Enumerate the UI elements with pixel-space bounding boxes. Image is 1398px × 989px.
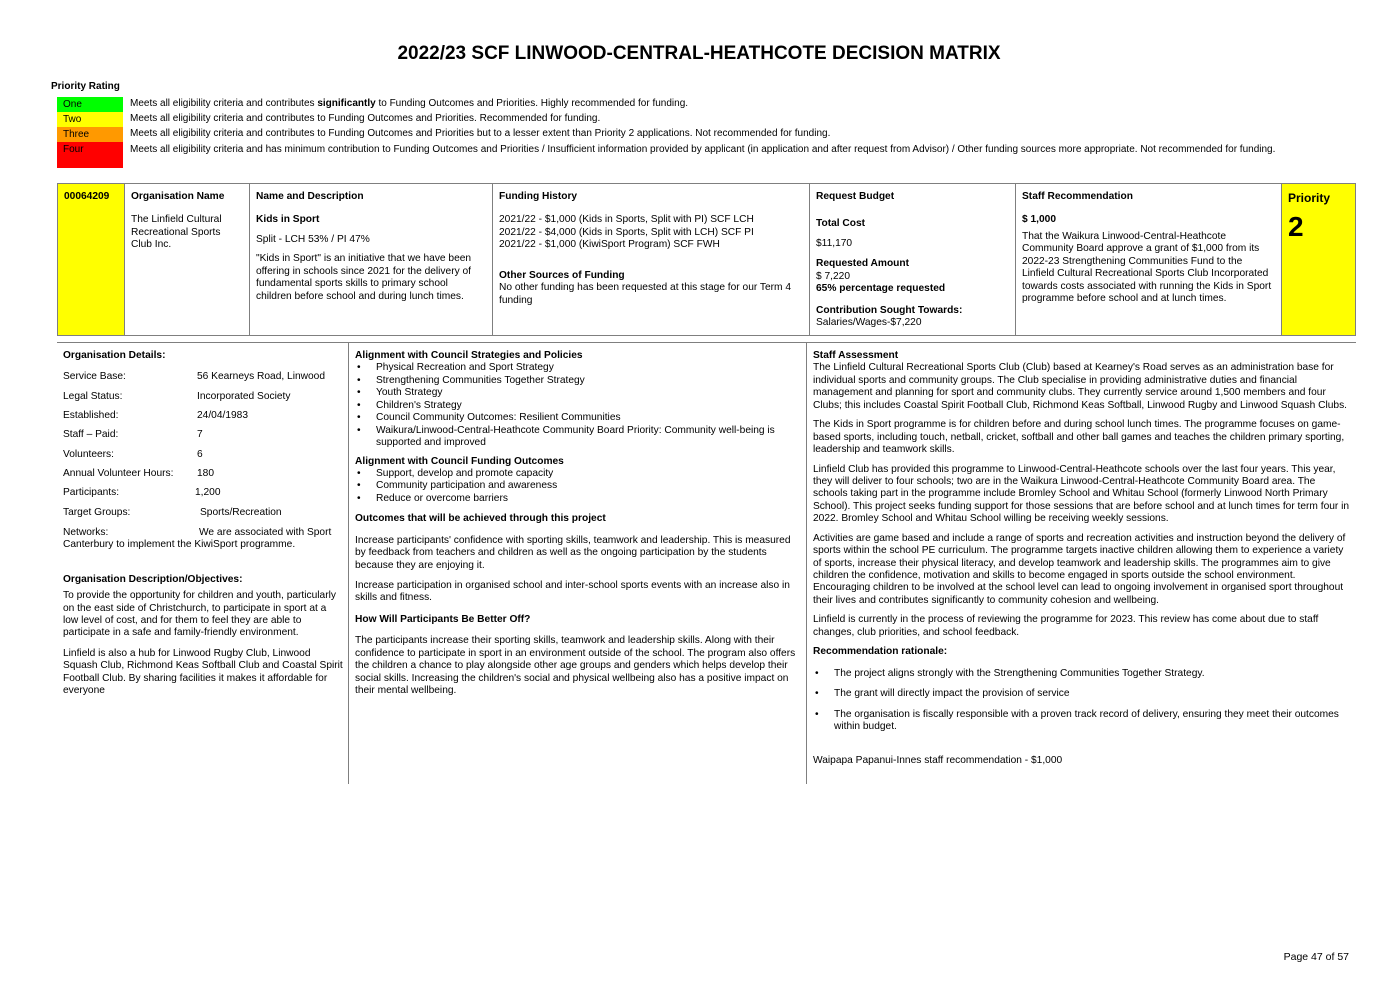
detail-label: Staff – Paid:: [63, 429, 119, 441]
list-item: • Children's Strategy: [355, 400, 800, 412]
application-summary-table: [57, 183, 1356, 336]
funding-history-header: Funding History: [499, 191, 578, 202]
detail-label: Volunteers:: [63, 448, 114, 460]
staff-recommendation-cell: [1016, 184, 1282, 335]
outcomes-paragraph: Increase participants' confidence with sporting skills, teamwork and leadership. This is measured by feedback from teachers and children as well as the ongoing participation by the students because they are enjoying it.: [355, 534, 791, 571]
priority-desc-two: Meets all eligibility criteria and contributes to Funding Outcomes and Priorities. Recommended for funding.: [130, 113, 601, 124]
page-number: Page 47 of 57: [1283, 951, 1349, 963]
detail-row: [63, 449, 343, 468]
page-title: 2022/23 SCF LINWOOD-CENTRAL-HEATHCOTE DECISION MATRIX: [397, 43, 1001, 64]
priority-value: 2: [1288, 210, 1304, 242]
detail-row: [63, 429, 343, 448]
list-item: • The organisation is fiscally responsible with a proven track record of delivery, ensuring they meet their outcomes within budget.: [813, 709, 1350, 734]
detail-value: Incorporated Society: [197, 390, 291, 402]
strategies-list: [355, 362, 800, 449]
staff-recommendation-amount: $ 1,000: [1022, 214, 1056, 226]
list-item: • Youth Strategy: [355, 387, 800, 399]
rationale-list: [813, 668, 1350, 734]
detail-label: Legal Status:: [63, 390, 123, 402]
priority-desc-four: Meets all eligibility criteria and has minimum contribution to Funding Outcomes and Priorities / Insufficient information provided by applicant (in application and after request from Advisor) / Other funding sources more appropriate. Not recommended for funding.: [130, 144, 1276, 155]
organisation-name-header: Organisation Name: [131, 191, 225, 202]
detail-label: Established:: [63, 410, 119, 422]
detail-row: [63, 371, 343, 390]
project-name: Kids in Sport: [256, 214, 320, 226]
list-item: • Physical Recreation and Sport Strategy: [355, 362, 800, 374]
detail-label: Participants:: [63, 487, 120, 499]
detail-value: Sports/Recreation: [200, 506, 282, 518]
priority-desc-one: [130, 98, 1320, 110]
strategies-header: Alignment with Council Strategies and Policies: [355, 350, 583, 361]
staff-recommendation-text: That the Waikura Linwood-Central-Heathcote Community Board approve a grant of $1,000 from its 2022-23 Strengthening Communities Fund to the Linfield Cultural Recreational Sports Club Incorporated towards costs associated with running the Kids in Sport programme before school and at lunch times.: [1022, 230, 1272, 305]
priority-swatch-two: Two: [57, 112, 123, 127]
requested-amount: $ 7,220: [816, 270, 850, 282]
networks-value: We are associated with Sport Canterbury to implement the KiwiSport programme.: [63, 526, 332, 551]
organisation-details-column: [63, 350, 343, 698]
detail-value: 6: [197, 448, 203, 460]
priority-header: Priority: [1288, 191, 1331, 205]
rationale-header: Recommendation rationale:: [813, 646, 948, 658]
list-item: • Strengthening Communities Together Strategy: [355, 375, 800, 387]
detail-row: [63, 391, 343, 410]
detail-value: 56 Kearneys Road, Linwood: [197, 371, 325, 383]
better-off-header: How Will Participants Be Better Off?: [355, 613, 531, 625]
total-cost-label: Total Cost: [816, 218, 866, 230]
list-item: • Support, develop and promote capacity: [355, 468, 800, 480]
priority-rating-label: Priority Rating: [51, 81, 120, 92]
contribution-value: Salaries/Wages-$7,220: [816, 317, 922, 329]
list-item: • Waikura/Linwood-Central-Heathcote Community Board Priority: Community well-being is supported and improved: [355, 425, 800, 450]
application-id-cell: [58, 184, 125, 335]
outcomes-paragraph: Increase participation in organised school and inter-school sports events with an increase also in skills and fitness.: [355, 580, 790, 604]
assessment-paragraph: Linfield Club has provided this programme to Linwood-Central-Heathcote schools over the last four years. This year, they will deliver to four schools; two are in the Waikura Linwood-Central-Heathcote Community Board area. The schools taking part in the programme include Bromley School and Whitau School (formerly Linwood North Primary School). This project seeks funding support for those sessions that are before school and at lunch times for term four in 2022. Bromley School and Whitau School willing be receiving weekly sessions.: [813, 463, 1350, 525]
detail-label: Target Groups:: [63, 506, 131, 518]
priority-desc-three: Meets all eligibility criteria and contributes to Funding Outcomes and Priorities but to a lesser extent than Priority 2 applications. Not recommended for funding.: [130, 128, 831, 139]
priority-desc-one-bold: significantly: [317, 98, 376, 109]
column-divider: [806, 342, 807, 784]
name-description-cell: [250, 184, 493, 335]
outcomes-header: Outcomes that will be achieved through this project: [355, 513, 606, 525]
other-board-recommendation: Waipapa Papanui-Innes staff recommendation - $1,000: [813, 755, 1063, 767]
detail-label: Annual Volunteer Hours:: [63, 467, 174, 479]
section-divider: [57, 342, 1356, 343]
other-sources-header: Other Sources of Funding: [499, 269, 625, 281]
staff-assessment-header: Staff Assessment: [813, 350, 899, 361]
assessment-paragraph: The Linfield Cultural Recreational Sports Club (Club) based at Kearney's Road serves as an administration base for individual sports and community groups. The Club specialise in providing administrative duties and financial management and planning for sport and community clubs. They currently service around 1,500 members and four Clubs; this includes Coastal Spirit Football Club, Richmond Keas Softball, Linwood Rugby and Linwood Squash Clubs.: [813, 362, 1348, 411]
staff-assessment-column: [813, 350, 1350, 768]
project-split: Split - LCH 53% / PI 47%: [256, 233, 370, 245]
organisation-details-header: Organisation Details:: [63, 350, 166, 361]
list-item: • Reduce or overcome barriers: [355, 493, 800, 505]
organisation-description-header: Organisation Description/Objectives:: [63, 573, 243, 585]
assessment-paragraph: The Kids in Sport programme is for children before and during school lunch times. The programme focuses on game-based sports, including touch, netball, cricket, softball and other ball games and teaches the children primary sporting, leadership and teamwork skills.: [813, 419, 1345, 456]
assessment-paragraph: Linfield is currently in the process of reviewing the programme for 2023. This review has come about due to staff changes, club priorities, and school feedback.: [813, 614, 1319, 638]
project-description: "Kids in Sport" is an initiative that we have been offering in schools since 2021 for the delivery of fundamental sports skills to primary school children before school and during lunch times.: [256, 253, 472, 302]
funding-history-cell: [493, 184, 810, 335]
networks-label: Networks:: [63, 526, 109, 538]
list-item: • The project aligns strongly with the Strengthening Communities Together Strategy.: [813, 668, 1350, 680]
other-sources: No other funding has been requested at this stage for our Term 4 funding: [499, 282, 792, 306]
requested-amount-label: Requested Amount: [816, 258, 910, 270]
detail-row: [63, 468, 343, 487]
detail-label: Service Base:: [63, 371, 126, 383]
detail-value: 7: [197, 429, 203, 441]
request-budget-header: Request Budget: [816, 191, 895, 202]
priority-desc-one-a: Meets all eligibility criteria and contributes: [130, 98, 318, 109]
detail-row: [63, 410, 343, 429]
list-item: • The grant will directly impact the provision of service: [813, 688, 1350, 700]
list-item: • Council Community Outcomes: Resilient Communities: [355, 412, 800, 424]
total-cost: $11,170: [816, 237, 853, 249]
detail-value: 180: [197, 467, 214, 479]
organisation-name-cell: [125, 184, 250, 335]
request-budget-cell: [810, 184, 1016, 335]
priority-cell: [1282, 184, 1355, 335]
priority-swatch-three: Three: [57, 127, 123, 142]
contribution-label: Contribution Sought Towards:: [816, 304, 963, 316]
priority-swatch-four: Four: [57, 142, 123, 168]
detail-row: [63, 507, 343, 526]
better-off-paragraph: The participants increase their sporting skills, teamwork and leadership skills. Along with their confidence to participate in sport in an environment outside of the school. The program also offers the children a chance to play alongside other age groups and genders which helps develop their social skills. Increasing the children's social and physical wellbeing also has a positive impact on their mental wellbeing.: [355, 635, 796, 697]
application-id: 00064209: [64, 191, 110, 202]
priority-desc-one-b: to Funding Outcomes and Priorities. Highly recommended for funding.: [375, 98, 689, 109]
detail-value: 24/04/1983: [197, 410, 248, 422]
list-item: • Community participation and awareness: [355, 480, 800, 492]
detail-value: 1,200: [195, 487, 221, 499]
funding-outcomes-list: [355, 468, 800, 505]
funding-outcomes-header: Alignment with Council Funding Outcomes: [355, 455, 564, 467]
staff-recommendation-header: Staff Recommendation: [1022, 191, 1133, 202]
organisation-hub-description: Linfield is also a hub for Linwood Rugby Club, Linwood Squash Club, Richmond Keas Softball Club and Coastal Spirit Football Club. By sharing facilities it makes it affordable for everyone: [63, 647, 343, 697]
organisation-description: To provide the opportunity for children and youth, particularly on the east side of Christchurch, to participate in sport at a low level of cost, and for them to feel they are able to participate in a safe and family-friendly environment.: [63, 590, 336, 639]
priority-swatch-one: One: [57, 97, 123, 112]
percentage-requested: 65% percentage requested: [816, 283, 946, 295]
detail-row: [63, 487, 343, 506]
assessment-paragraph: Activities are game based and include a range of sports and recreation activities and instruction beyond the delivery of sports within the school PE curriculum. The programme targets inactive children allowing them to experience a variety of sports, increase their physical literacy, and develop teamwork and leadership skills. The programmes aim to give children the confidence, motivation and skills to become engaged in sports outside the school environment. Encouraging children to be involved at the school level can lead to ongoing involvement in organised sport throughout their lives and contributes significantly to community cohesion and wellbeing.: [813, 532, 1346, 606]
column-divider: [348, 342, 349, 784]
organisation-name: The Linfield Cultural Recreational Sports Club Inc.: [131, 214, 222, 251]
networks-row: [63, 527, 343, 552]
funding-history-item: 2021/22 - $4,000 (Kids in Sports, Split with LCH) SCF PI: [499, 226, 754, 238]
funding-history-item: 2021/22 - $1,000 (KiwiSport Program) SCF FWH: [499, 239, 720, 251]
alignment-column: [355, 350, 800, 698]
name-description-header: Name and Description: [256, 191, 364, 202]
funding-history-item: 2021/22 - $1,000 (Kids in Sports, Split with PI) SCF LCH: [499, 214, 754, 226]
